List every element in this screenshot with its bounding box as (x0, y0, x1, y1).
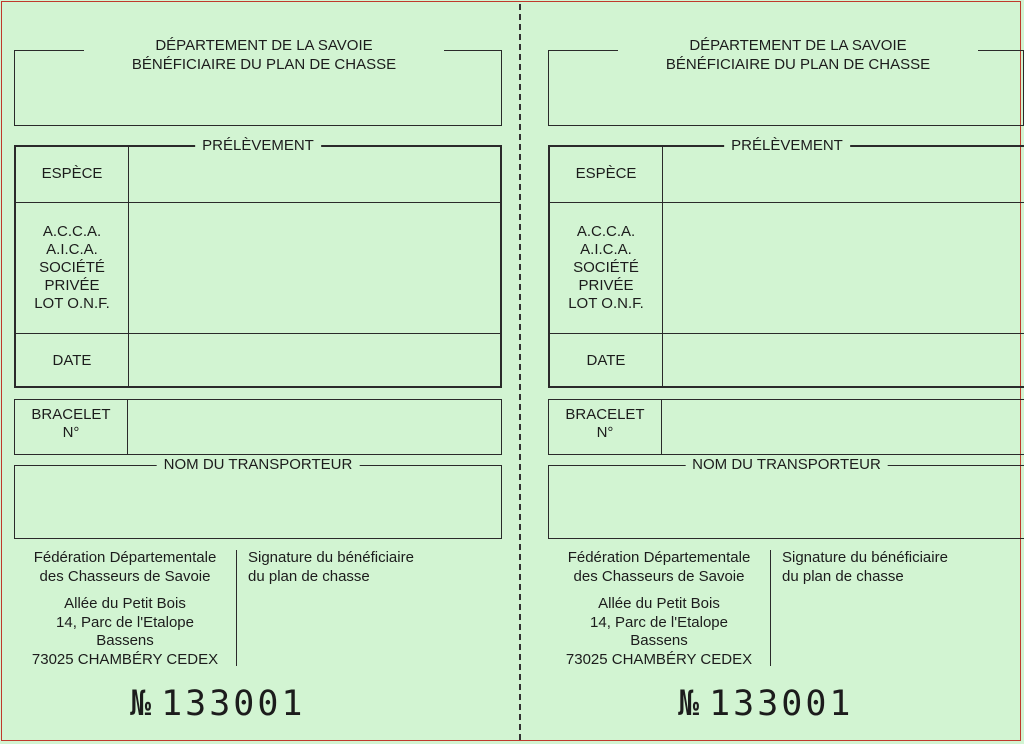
acca-field[interactable] (664, 204, 1024, 332)
row-divider (16, 333, 500, 334)
serial-number (678, 684, 854, 724)
date-field[interactable] (130, 335, 500, 386)
date-label: DATE (586, 352, 626, 369)
signature-line: Signature du bénéficiaire (782, 549, 948, 566)
espece-label: ESPÈCE (41, 165, 103, 182)
column-divider (661, 400, 662, 454)
signature-line: Signature du bénéficiaire (248, 549, 414, 566)
department-line: DÉPARTEMENT DE LA SAVOIE (689, 37, 907, 54)
row-divider (550, 202, 1024, 203)
number-value: 133001 (709, 684, 854, 724)
signature-block[interactable] (782, 549, 948, 586)
address-line: Allée du Petit Bois (598, 595, 720, 612)
column-divider (127, 400, 128, 454)
column-divider (128, 147, 129, 386)
bracelet-line: BRACELET (31, 406, 111, 423)
acca-labels (16, 223, 128, 313)
beneficiary-line: BÉNÉFICIAIRE DU PLAN DE CHASSE (131, 56, 397, 73)
federation-line: Fédération Départementale (567, 549, 751, 566)
row-divider (550, 333, 1024, 334)
address-line: 73025 CHAMBÉRY CEDEX (565, 650, 753, 668)
coupon-left (14, 0, 514, 744)
federation-block (14, 549, 236, 586)
footer-divider (770, 550, 771, 666)
number-symbol: № (678, 684, 700, 724)
federation-line: des Chasseurs de Savoie (39, 567, 211, 585)
serial-number (130, 684, 306, 724)
federation-line: Fédération Départementale (33, 549, 217, 566)
coupon-right (548, 0, 1024, 744)
beneficiary-title (618, 36, 978, 74)
beneficiary-title (84, 36, 444, 74)
federation-line: des Chasseurs de Savoie (573, 567, 745, 585)
signature-line: du plan de chasse (782, 567, 904, 585)
bracelet-number-line: N° (62, 424, 80, 441)
prelevement-box (548, 137, 1024, 388)
date-field[interactable] (664, 335, 1024, 386)
address-block (14, 595, 236, 669)
address-line: Allée du Petit Bois (64, 595, 186, 612)
acca-line: SOCIÉTÉ (39, 259, 105, 276)
acca-labels (550, 223, 662, 313)
bracelet-field[interactable] (663, 400, 1024, 454)
acca-line: A.I.C.A. (46, 241, 98, 258)
signature-line: du plan de chasse (248, 567, 370, 585)
address-line: 14, Parc de l'Etalope (56, 613, 194, 631)
acca-line: LOT O.N.F. (568, 295, 644, 312)
bracelet-field[interactable] (129, 400, 501, 454)
number-value: 133001 (161, 684, 306, 724)
acca-field[interactable] (130, 204, 500, 332)
beneficiary-line: BÉNÉFICIAIRE DU PLAN DE CHASSE (665, 56, 931, 73)
espece-label: ESPÈCE (575, 165, 637, 182)
department-line: DÉPARTEMENT DE LA SAVOIE (155, 37, 373, 54)
bracelet-box (14, 399, 502, 455)
bracelet-label (15, 406, 127, 442)
address-line: 73025 CHAMBÉRY CEDEX (31, 650, 219, 668)
address-line: Bassens (630, 632, 688, 649)
bracelet-label (549, 406, 661, 442)
acca-line: PRIVÉE (578, 277, 634, 294)
footer-divider (236, 550, 237, 666)
acca-line: A.C.C.A. (576, 223, 636, 240)
date-label: DATE (52, 352, 92, 369)
federation-block (548, 549, 770, 586)
prelevement-box (14, 137, 502, 388)
transporteur-box[interactable] (14, 456, 502, 539)
address-block (548, 595, 770, 669)
signature-block[interactable] (248, 549, 414, 586)
prelevement-title: PRÉLÈVEMENT (195, 137, 321, 155)
espece-field[interactable] (664, 147, 1024, 201)
acca-line: LOT O.N.F. (34, 295, 110, 312)
acca-line: PRIVÉE (44, 277, 100, 294)
row-divider (16, 202, 500, 203)
acca-line: A.I.C.A. (580, 241, 632, 258)
prelevement-title: PRÉLÈVEMENT (724, 137, 850, 155)
column-divider (662, 147, 663, 386)
transporteur-title: NOM DU TRANSPORTEUR (685, 456, 888, 474)
perforation-line (519, 4, 521, 740)
number-symbol: № (130, 684, 152, 724)
bracelet-box (548, 399, 1024, 455)
acca-line: SOCIÉTÉ (573, 259, 639, 276)
bracelet-line: BRACELET (565, 406, 645, 423)
espece-field[interactable] (130, 147, 500, 201)
transporteur-title: NOM DU TRANSPORTEUR (157, 456, 360, 474)
transporteur-box[interactable] (548, 456, 1024, 539)
bracelet-number-line: N° (596, 424, 614, 441)
address-line: 14, Parc de l'Etalope (590, 613, 728, 631)
acca-line: A.C.C.A. (42, 223, 102, 240)
address-line: Bassens (96, 632, 154, 649)
